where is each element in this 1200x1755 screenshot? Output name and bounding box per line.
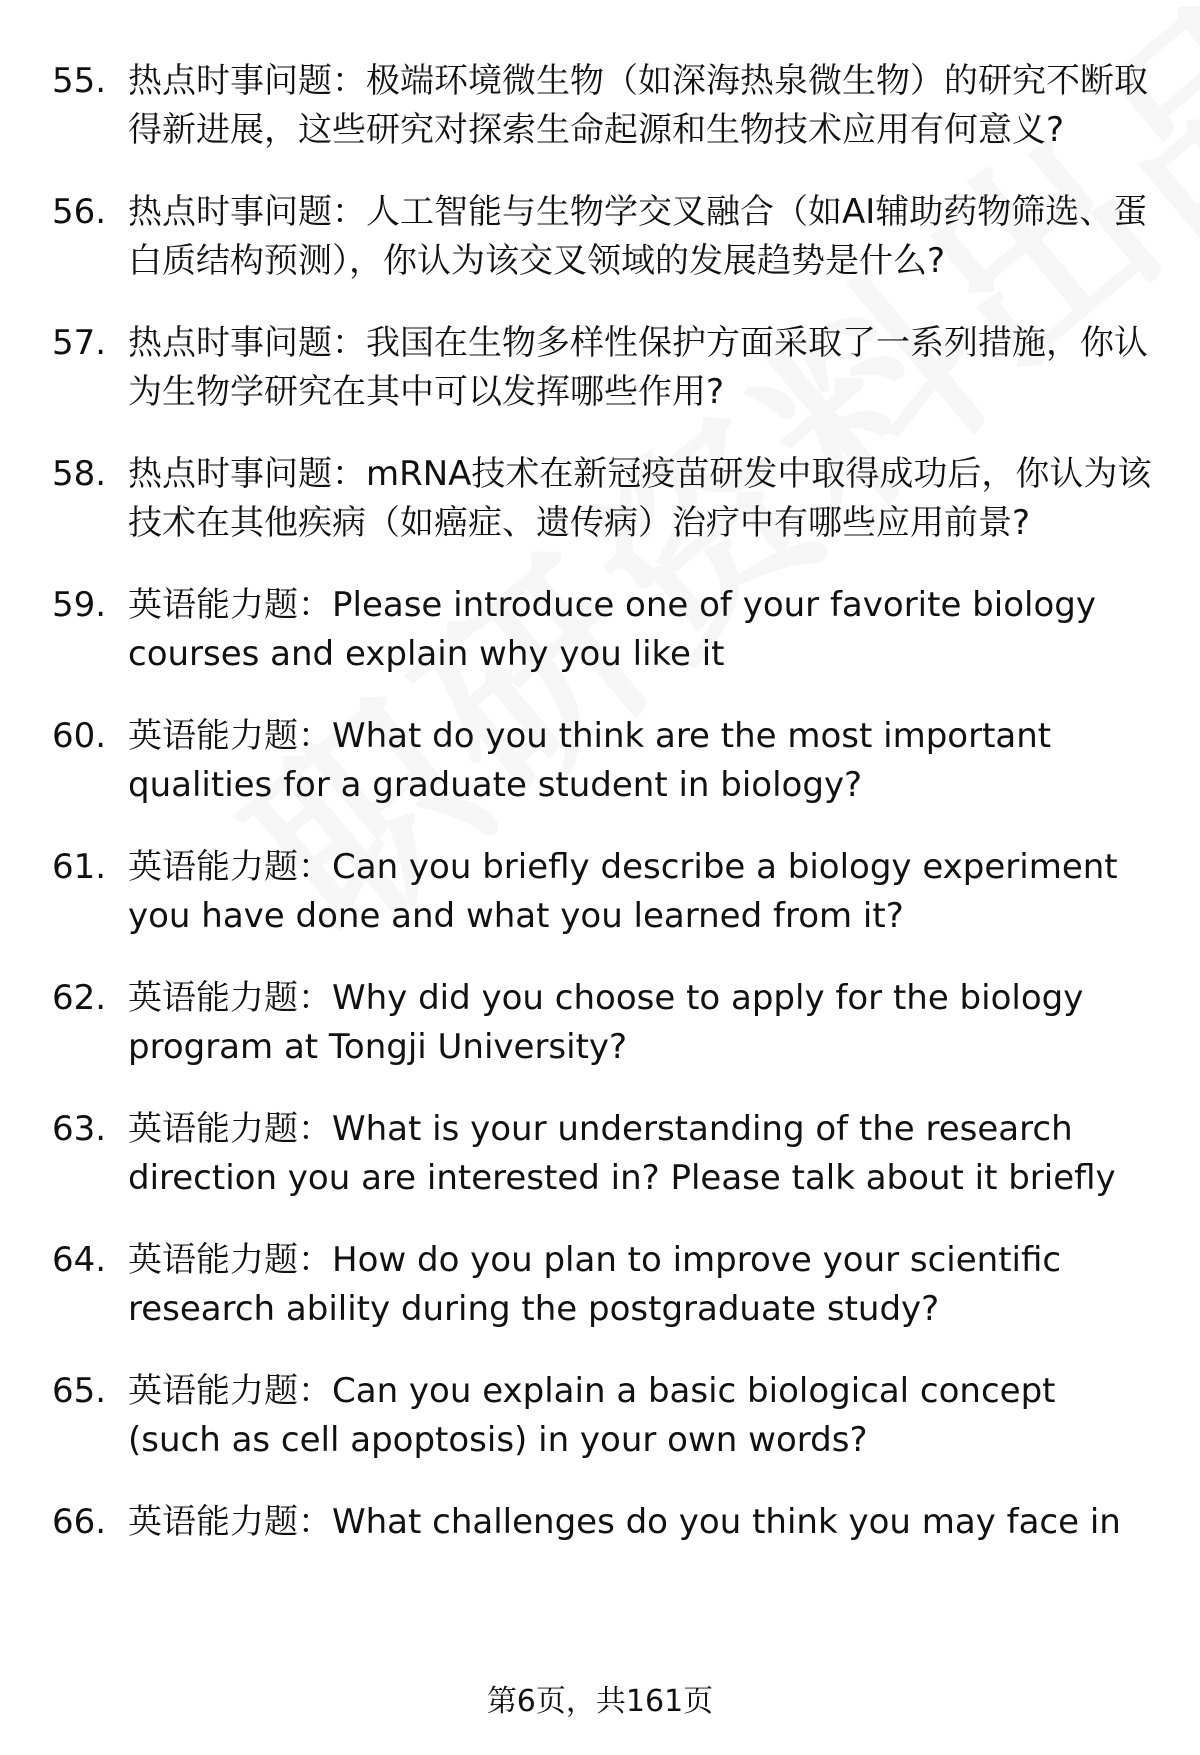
question-category: 热点时事问题： (128, 323, 366, 363)
question-category: 英语能力题： (128, 847, 332, 887)
question-item (52, 1367, 1152, 1465)
question-item (52, 450, 1152, 548)
question-text: What do you think are the most important qualities for a graduate student in biology? (128, 716, 1052, 805)
question-number: 64. (52, 1240, 107, 1280)
question-number: 55. (52, 61, 107, 101)
question-item (52, 1105, 1152, 1203)
page-number-label: 第6页，共161页 (486, 1684, 714, 1719)
question-text: Can you explain a basic biological concept (such as cell apoptosis) in your own words? (128, 1371, 1056, 1460)
question-item (52, 843, 1152, 941)
question-item (52, 712, 1152, 810)
question-category: 英语能力题： (128, 1109, 332, 1149)
question-number: 59. (52, 585, 107, 625)
question-item (52, 1498, 1152, 1547)
question-text: Can you briefly describe a biology experiment you have done and what you learned from it? (128, 847, 1118, 936)
question-category: 英语能力题： (128, 1502, 332, 1542)
question-number: 60. (52, 716, 107, 756)
question-category: 热点时事问题： (128, 192, 366, 232)
question-item (52, 1236, 1152, 1334)
question-category: 英语能力题： (128, 1240, 332, 1280)
question-number: 61. (52, 847, 107, 887)
question-item (52, 581, 1152, 679)
question-item (52, 319, 1152, 417)
question-text: 极端环境微生物（如深海热泉微生物）的研究不断取得新进展，这些研究对探索生命起源和生物技术应用有何意义? (128, 61, 1148, 150)
question-category: 英语能力题： (128, 978, 332, 1018)
question-text: Why did you choose to apply for the biology program at Tongji University? (128, 978, 1084, 1067)
question-item (52, 188, 1152, 286)
question-number: 58. (52, 454, 107, 494)
page-footer (0, 1682, 1200, 1722)
question-category: 英语能力题： (128, 716, 332, 756)
question-number: 66. (52, 1502, 107, 1542)
question-category: 英语能力题： (128, 585, 332, 625)
question-category: 热点时事问题： (128, 61, 366, 101)
question-text: What is your understanding of the research direction you are interested in? Please talk about it briefly (128, 1109, 1116, 1198)
question-item (52, 974, 1152, 1072)
question-text: mRNA技术在新冠疫苗研发中取得成功后，你认为该技术在其他疾病（如癌症、遗传病）治疗中有哪些应用前景? (128, 454, 1152, 543)
question-number: 57. (52, 323, 107, 363)
question-text: 我国在生物多样性保护方面采取了一系列措施，你认为生物学研究在其中可以发挥哪些作用? (128, 323, 1148, 412)
question-item (52, 57, 1152, 155)
question-text: Please introduce one of your favorite biology courses and explain why you like it (128, 585, 1096, 674)
question-number: 63. (52, 1109, 107, 1149)
question-list (52, 57, 1152, 1580)
question-text: How do you plan to improve your scientific research ability during the postgraduate study? (128, 1240, 1062, 1329)
question-number: 65. (52, 1371, 107, 1411)
question-number: 56. (52, 192, 107, 232)
question-text: 人工智能与生物学交叉融合（如AI辅助药物筛选、蛋白质结构预测），你认为该交叉领域的发展趋势是什么? (128, 192, 1148, 281)
question-number: 62. (52, 978, 107, 1018)
question-category: 英语能力题： (128, 1371, 332, 1411)
question-text: What challenges do you think you may face in (332, 1502, 1121, 1542)
question-category: 热点时事问题： (128, 454, 366, 494)
